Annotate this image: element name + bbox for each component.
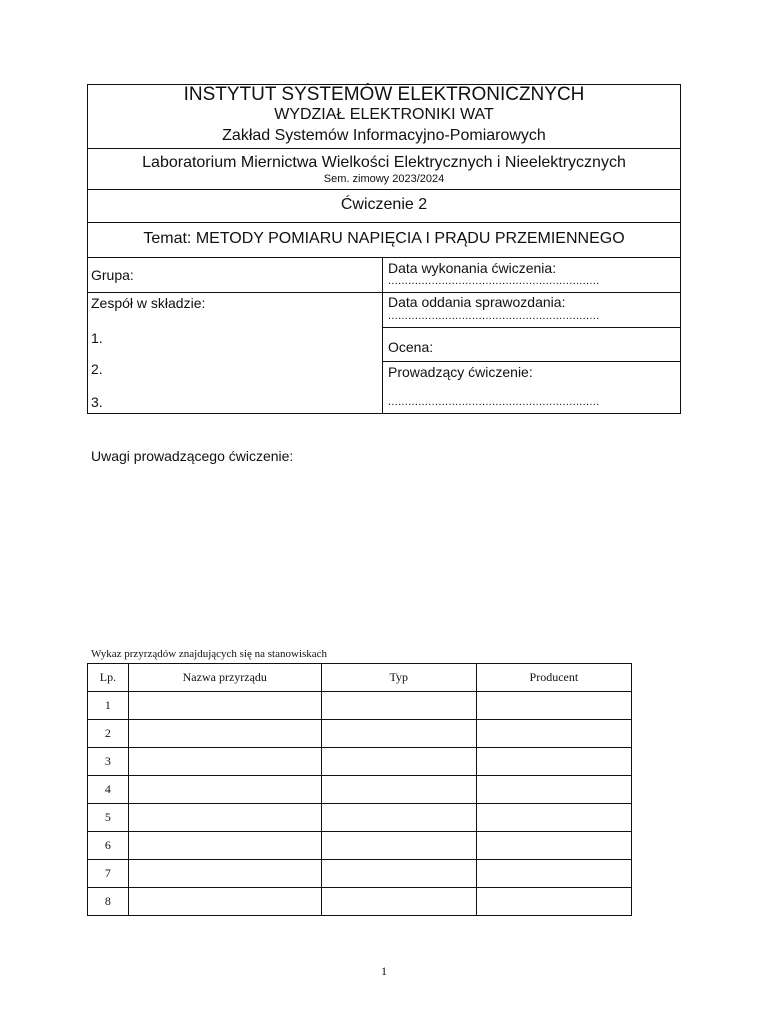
semester-label: Sem. zimowy 2023/2024 [323,173,445,185]
name-cell [128,804,321,832]
team-member-3: 3. [91,394,103,410]
department-title: Zakład Systemów Informacyjno-Pomiarowych [222,127,546,144]
producer-cell [476,748,631,776]
producer-cell [476,692,631,720]
divider [87,189,681,190]
type-cell [321,748,476,776]
divider [87,222,681,223]
table-row [88,860,632,888]
name-cell [128,860,321,888]
table-row [88,832,632,860]
remarks-label: Uwagi prowadzącego ćwiczenie: [91,448,294,464]
producer-cell [476,832,631,860]
table-header-row [88,664,632,692]
group-label: Grupa: [91,267,134,283]
name-cell [128,776,321,804]
type-cell [321,720,476,748]
divider [382,361,681,362]
row-number: 7 [88,860,129,888]
type-cell [321,888,476,916]
column-header-lp: Lp. [88,664,129,692]
name-cell [128,720,321,748]
team-member-1: 1. [91,330,103,346]
instruments-caption: Wykaz przyrządów znajdujących się na stanowiskach [91,648,328,660]
type-cell [321,860,476,888]
column-divider [382,257,383,414]
date-performed-label: Data wykonania ćwiczenia: [388,260,557,276]
column-header-type: Typ [321,664,476,692]
type-cell [321,692,476,720]
name-cell [128,692,321,720]
producer-cell [476,888,631,916]
type-cell [321,804,476,832]
divider [382,292,681,293]
table-row [88,720,632,748]
column-header-name: Nazwa przyrządu [128,664,321,692]
divider [87,292,382,293]
faculty-title: WYDZIAŁ ELEKTRONIKI WAT [274,106,494,123]
institute-title: INSTYTUT SYSTEMÓW ELEKTRONICZNYCH [183,84,585,105]
grade-label: Ocena: [388,339,434,355]
laboratory-title: Laboratorium Miernictwa Wielkości Elektrycznych i Nieelektrycznych [142,154,626,171]
row-number: 4 [88,776,129,804]
table-row [88,776,632,804]
row-number: 5 [88,804,129,832]
producer-cell [476,720,631,748]
column-header-producer: Producent [476,664,631,692]
table-row [88,804,632,832]
team-label: Zespół w składzie: [91,295,206,311]
date-submitted-label: Data oddania sprawozdania: [388,294,566,310]
date-performed-dots: ............................................................... [388,275,600,287]
name-cell [128,832,321,860]
date-submitted-dots: ............................................................... [388,310,600,322]
instructor-label: Prowadzący ćwiczenie: [388,364,533,380]
instructor-dots: ............................................................... [388,396,600,408]
name-cell [128,748,321,776]
divider [87,257,681,258]
row-number: 8 [88,888,129,916]
type-cell [321,776,476,804]
row-number: 1 [88,692,129,720]
producer-cell [476,804,631,832]
producer-cell [476,860,631,888]
page-number: 1 [381,964,387,978]
instruments-table [87,663,632,916]
type-cell [321,832,476,860]
row-number: 3 [88,748,129,776]
row-number: 6 [88,832,129,860]
producer-cell [476,776,631,804]
table-row [88,748,632,776]
table-row [88,888,632,916]
name-cell [128,888,321,916]
divider [382,327,681,328]
exercise-title: Ćwiczenie 2 [340,196,428,213]
divider [87,148,681,149]
table-row [88,692,632,720]
row-number: 2 [88,720,129,748]
topic-title: Temat: METODY POMIARU NAPIĘCIA I PRĄDU PRZEMIENNEGO [143,230,625,247]
team-member-2: 2. [91,361,103,377]
